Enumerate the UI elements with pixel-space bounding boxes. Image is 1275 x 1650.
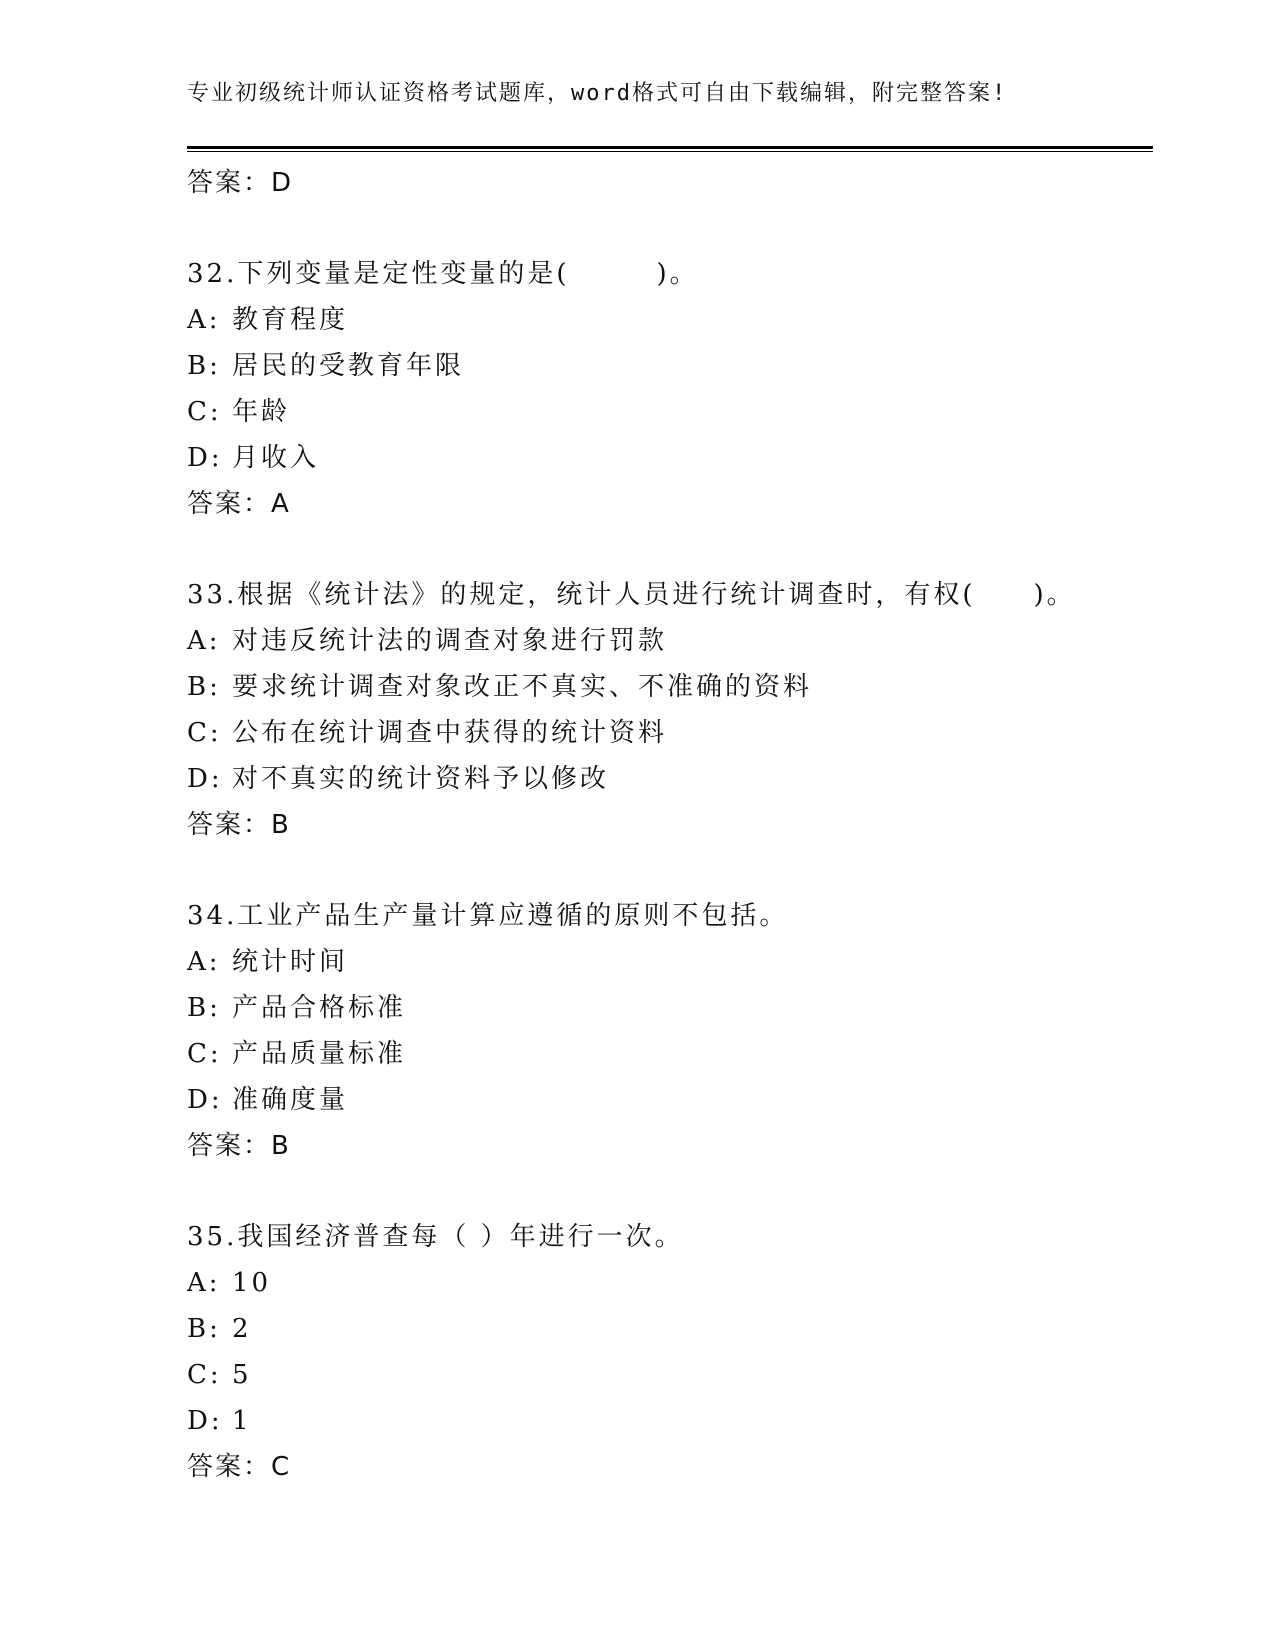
- answer-value: C: [271, 1452, 291, 1482]
- option-letter: D:: [187, 443, 223, 473]
- previous-answer: [187, 160, 1153, 206]
- option-text: 统计时间: [232, 947, 349, 977]
- question-list: [187, 160, 1153, 1490]
- question-answer: [187, 802, 1153, 848]
- option-letter: B:: [187, 993, 221, 1023]
- option-d: [187, 1077, 1153, 1123]
- option-text: 1: [232, 1406, 252, 1436]
- option-letter: B:: [187, 1314, 221, 1344]
- option-b: [187, 664, 1153, 710]
- option-a: [187, 939, 1153, 985]
- option-c: [187, 389, 1153, 435]
- option-letter: B:: [187, 672, 221, 702]
- answer-value: D: [271, 168, 293, 198]
- question-stem: 34.工业产品生产量计算应遵循的原则不包括。: [187, 901, 789, 931]
- option-d: [187, 756, 1153, 802]
- page-header: 专业初级统计师认证资格考试题库，word格式可自由下载编辑，附完整答案!: [187, 81, 1008, 106]
- spacer: [187, 848, 1153, 893]
- answer-label: 答案：: [187, 489, 272, 519]
- option-text: 产品质量标准: [232, 1039, 407, 1069]
- option-letter: A:: [187, 1268, 221, 1298]
- spacer: [187, 1169, 1153, 1214]
- option-letter: A:: [187, 947, 221, 977]
- header-rule-thick: [187, 146, 1153, 149]
- option-text: 居民的受教育年限: [232, 351, 465, 381]
- option-letter: A:: [187, 305, 221, 335]
- option-text: 教育程度: [232, 305, 349, 335]
- option-text: 年龄: [232, 397, 291, 427]
- option-c: [187, 710, 1153, 756]
- answer-label: 答案：: [187, 1131, 272, 1161]
- option-text: 5: [232, 1360, 252, 1390]
- question-35: [187, 1214, 1153, 1490]
- option-letter: D:: [187, 1406, 223, 1436]
- answer-value: A: [271, 489, 290, 519]
- option-d: [187, 435, 1153, 481]
- option-b: [187, 343, 1153, 389]
- answer-value: B: [271, 1131, 290, 1161]
- question-answer: [187, 1444, 1153, 1490]
- option-text: 对不真实的统计资料予以修改: [232, 764, 610, 794]
- option-text: 产品合格标准: [232, 993, 407, 1023]
- header-rule-thin: [187, 151, 1153, 152]
- option-text: 10: [232, 1268, 272, 1298]
- option-b: [187, 985, 1153, 1031]
- question-33: [187, 572, 1153, 848]
- option-c: [187, 1031, 1153, 1077]
- answer-label: 答案：: [187, 810, 272, 840]
- option-a: [187, 1260, 1153, 1306]
- option-text: 要求统计调查对象改正不真实、不准确的资料: [232, 672, 813, 702]
- option-letter: D:: [187, 1085, 223, 1115]
- option-text: 2: [232, 1314, 252, 1344]
- option-text: 公布在统计调查中获得的统计资料: [232, 718, 668, 748]
- option-letter: A:: [187, 626, 221, 656]
- answer-label: 答案：: [187, 1452, 272, 1482]
- option-letter: B:: [187, 351, 221, 381]
- option-text: 对违反统计法的调查对象进行罚款: [232, 626, 668, 656]
- spacer: [187, 527, 1153, 572]
- question-stem: 35.我国经济普查每（ ）年进行一次。: [187, 1222, 684, 1252]
- option-c: [187, 1352, 1153, 1398]
- option-letter: C:: [187, 718, 222, 748]
- option-d: [187, 1398, 1153, 1444]
- question-stem: 33.根据《统计法》的规定，统计人员进行统计调查时，有权( )。: [187, 580, 1076, 610]
- option-a: [187, 297, 1153, 343]
- option-letter: C:: [187, 397, 222, 427]
- question-answer: [187, 481, 1153, 527]
- question-answer: [187, 1123, 1153, 1169]
- option-a: [187, 618, 1153, 664]
- option-text: 准确度量: [232, 1085, 349, 1115]
- option-letter: C:: [187, 1039, 222, 1069]
- spacer: [187, 206, 1153, 251]
- option-letter: C:: [187, 1360, 222, 1390]
- question-stem: 32.下列变量是定性变量的是( )。: [187, 259, 699, 289]
- answer-value: B: [271, 810, 290, 840]
- question-34: [187, 893, 1153, 1169]
- answer-label: 答案：: [187, 168, 272, 198]
- option-letter: D:: [187, 764, 223, 794]
- option-b: [187, 1306, 1153, 1352]
- option-text: 月收入: [232, 443, 320, 473]
- question-32: [187, 251, 1153, 527]
